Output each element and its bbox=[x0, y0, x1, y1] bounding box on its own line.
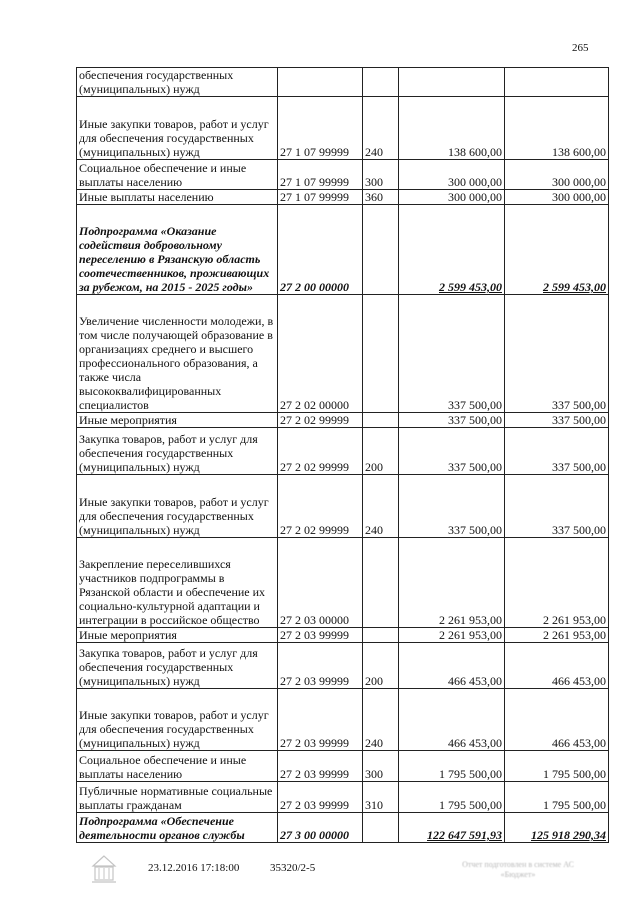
row-expense-type-cell: 300 bbox=[363, 160, 399, 190]
row-name-cell: Иные мероприятия bbox=[77, 413, 278, 428]
row-code-cell: 27 2 03 99999 bbox=[278, 782, 363, 813]
table-row bbox=[77, 475, 609, 538]
row-expense-type-cell: 310 bbox=[363, 782, 399, 813]
row-name-cell: Закрепление переселившихся участников подпрограммы в Рязанской области и обеспечение их социально-культурной адаптации и интеграции в российское общество bbox=[77, 538, 278, 628]
table-row bbox=[77, 813, 609, 843]
row-name-cell: Увеличение численности молодежи, в том числе получающей образование в организациях среднего и высшего профессионального образования, а также числа высококвалифицированных специалистов bbox=[77, 295, 278, 413]
row-name-cell: Иные закупки товаров, работ и услуг для обеспечения государственных (муниципальных) нужд bbox=[77, 689, 278, 751]
row-code-cell: 27 1 07 99999 bbox=[278, 97, 363, 160]
row-expense-type-cell: 200 bbox=[363, 643, 399, 689]
row-amount-2018-cell: 1 795 500,00 bbox=[505, 782, 609, 813]
row-code-cell: 27 1 07 99999 bbox=[278, 160, 363, 190]
row-code-cell: 27 2 02 00000 bbox=[278, 295, 363, 413]
budget-table bbox=[76, 67, 609, 843]
row-code-cell: 27 2 02 99999 bbox=[278, 475, 363, 538]
row-expense-type-cell: 240 bbox=[363, 97, 399, 160]
row-amount-2018-cell: 2 261 953,00 bbox=[505, 628, 609, 643]
row-code-cell bbox=[278, 68, 363, 97]
row-amount-2017-cell: 1 795 500,00 bbox=[399, 782, 505, 813]
row-name-cell: Закупка товаров, работ и услуг для обеспечения государственных (муниципальных) нужд bbox=[77, 643, 278, 689]
row-amount-2018-cell: 300 000,00 bbox=[505, 160, 609, 190]
row-code-cell: 27 1 07 99999 bbox=[278, 190, 363, 205]
building-stamp-icon bbox=[90, 854, 118, 887]
table-row bbox=[77, 538, 609, 628]
table-row bbox=[77, 689, 609, 751]
table-row bbox=[77, 160, 609, 190]
row-expense-type-cell bbox=[363, 68, 399, 97]
row-expense-type-cell bbox=[363, 413, 399, 428]
row-expense-type-cell: 240 bbox=[363, 689, 399, 751]
row-amount-2018-cell: 337 500,00 bbox=[505, 413, 609, 428]
row-amount-2018-cell: 1 795 500,00 bbox=[505, 751, 609, 782]
row-amount-2017-cell bbox=[399, 68, 505, 97]
row-code-cell: 27 2 03 99999 bbox=[278, 689, 363, 751]
row-code-cell: 27 2 03 99999 bbox=[278, 643, 363, 689]
table-row bbox=[77, 428, 609, 475]
row-amount-2017-cell: 337 500,00 bbox=[399, 475, 505, 538]
row-expense-type-cell: 200 bbox=[363, 428, 399, 475]
row-expense-type-cell: 300 bbox=[363, 751, 399, 782]
row-amount-2017-cell: 2 599 453,00 bbox=[399, 205, 505, 295]
footer-doc-number: 35320/2-5 bbox=[270, 862, 316, 874]
table-row bbox=[77, 782, 609, 813]
page-number: 265 bbox=[572, 42, 589, 54]
table-row bbox=[77, 205, 609, 295]
row-code-cell: 27 2 02 99999 bbox=[278, 413, 363, 428]
row-amount-2018-cell: 466 453,00 bbox=[505, 689, 609, 751]
row-name-cell: обеспечения государственных (муниципальных) нужд bbox=[77, 68, 278, 97]
table-row bbox=[77, 413, 609, 428]
row-expense-type-cell bbox=[363, 538, 399, 628]
row-amount-2017-cell: 2 261 953,00 bbox=[399, 538, 505, 628]
row-expense-type-cell bbox=[363, 205, 399, 295]
row-amount-2018-cell: 337 500,00 bbox=[505, 428, 609, 475]
row-amount-2017-cell: 138 600,00 bbox=[399, 97, 505, 160]
row-code-cell: 27 2 03 99999 bbox=[278, 628, 363, 643]
row-amount-2018-cell: 2 599 453,00 bbox=[505, 205, 609, 295]
row-name-cell: Закупка товаров, работ и услуг для обеспечения государственных (муниципальных) нужд bbox=[77, 428, 278, 475]
row-amount-2018-cell: 138 600,00 bbox=[505, 97, 609, 160]
row-amount-2018-cell bbox=[505, 68, 609, 97]
row-amount-2017-cell: 1 795 500,00 bbox=[399, 751, 505, 782]
row-name-cell: Иные закупки товаров, работ и услуг для обеспечения государственных (муниципальных) нужд bbox=[77, 97, 278, 160]
row-code-cell: 27 2 02 99999 bbox=[278, 428, 363, 475]
row-name-cell: Иные выплаты населению bbox=[77, 190, 278, 205]
row-amount-2017-cell: 337 500,00 bbox=[399, 413, 505, 428]
table-row bbox=[77, 643, 609, 689]
row-code-cell: 27 2 03 00000 bbox=[278, 538, 363, 628]
row-name-cell: Иные закупки товаров, работ и услуг для обеспечения государственных (муниципальных) нужд bbox=[77, 475, 278, 538]
row-amount-2018-cell: 337 500,00 bbox=[505, 295, 609, 413]
row-amount-2017-cell: 337 500,00 bbox=[399, 295, 505, 413]
document-footer bbox=[0, 860, 640, 890]
row-code-cell: 27 2 03 99999 bbox=[278, 751, 363, 782]
row-amount-2018-cell: 125 918 290,34 bbox=[505, 813, 609, 843]
row-amount-2017-cell: 337 500,00 bbox=[399, 428, 505, 475]
row-amount-2018-cell: 300 000,00 bbox=[505, 190, 609, 205]
row-name-cell: Социальное обеспечение и иные выплаты населению bbox=[77, 751, 278, 782]
row-expense-type-cell bbox=[363, 813, 399, 843]
row-amount-2017-cell: 466 453,00 bbox=[399, 643, 505, 689]
row-expense-type-cell bbox=[363, 628, 399, 643]
row-name-cell: Подпрограмма «Оказание содействия добровольному переселению в Рязанскую область соотечественников, проживающих за рубежом, на 2015 - 2025 годы» bbox=[77, 205, 278, 295]
row-amount-2018-cell: 466 453,00 bbox=[505, 643, 609, 689]
row-code-cell: 27 3 00 00000 bbox=[278, 813, 363, 843]
row-expense-type-cell: 240 bbox=[363, 475, 399, 538]
row-name-cell: Подпрограмма «Обеспечение деятельности органов службы bbox=[77, 813, 278, 843]
footer-stamp-text: Отчет подготовлен в системе АС «Бюджет» bbox=[462, 860, 574, 879]
row-name-cell: Социальное обеспечение и иные выплаты населению bbox=[77, 160, 278, 190]
table-row bbox=[77, 97, 609, 160]
table-row bbox=[77, 190, 609, 205]
row-code-cell: 27 2 00 00000 bbox=[278, 205, 363, 295]
budget-table-body bbox=[77, 68, 609, 843]
row-amount-2017-cell: 2 261 953,00 bbox=[399, 628, 505, 643]
row-amount-2017-cell: 300 000,00 bbox=[399, 160, 505, 190]
row-amount-2017-cell: 300 000,00 bbox=[399, 190, 505, 205]
table-row bbox=[77, 628, 609, 643]
row-name-cell: Иные мероприятия bbox=[77, 628, 278, 643]
row-expense-type-cell: 360 bbox=[363, 190, 399, 205]
row-amount-2018-cell: 2 261 953,00 bbox=[505, 538, 609, 628]
row-name-cell: Публичные нормативные социальные выплаты гражданам bbox=[77, 782, 278, 813]
row-amount-2018-cell: 337 500,00 bbox=[505, 475, 609, 538]
row-expense-type-cell bbox=[363, 295, 399, 413]
row-amount-2017-cell: 466 453,00 bbox=[399, 689, 505, 751]
row-amount-2017-cell: 122 647 591,93 bbox=[399, 813, 505, 843]
table-row bbox=[77, 295, 609, 413]
table-row bbox=[77, 751, 609, 782]
footer-date: 23.12.2016 17:18:00 bbox=[148, 862, 240, 874]
table-row bbox=[77, 68, 609, 97]
